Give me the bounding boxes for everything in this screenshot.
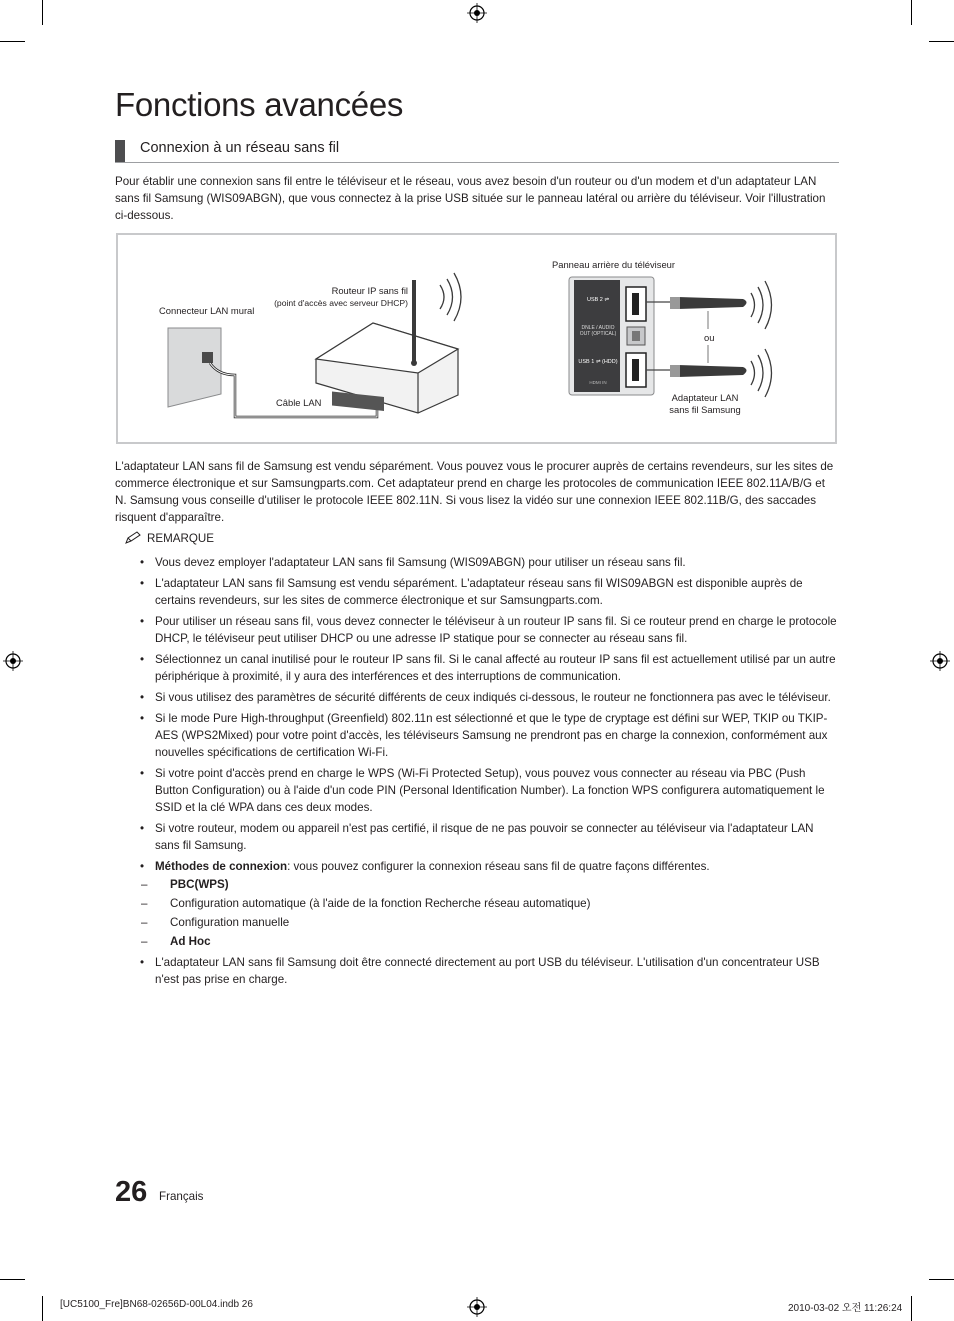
method-adhoc: Ad Hoc [170,935,211,948]
page-number: 26 [115,1176,148,1208]
section-marker [115,140,125,162]
wall-lan-jack [202,352,213,363]
section-divider [115,162,839,163]
list-item: • Pour utiliser un réseau sans fil, vous devez connecter le téléviseur à un routeur IP sans fil. Si ce routeur prend en charge le protocole DHCP, le téléviseur peut utiliser DHCP ou une adresse IP statique pour se connecter au réseau sans fil. [140,613,840,647]
method-item: – Configuration manuelle [141,914,840,931]
intro-paragraph: Pour établir une connexion sans fil entre le téléviseur et le réseau, vous avez besoin d'un routeur ou d'un modem et d'un adaptateur LAN sans fil Samsung (WIS09ABGN), que vous connectez à la prise USB située sur le panneau latéral ou arrière du téléviseur. Voir l'illustration ci-dessous. [115,175,826,222]
list-item: • Si le mode Pure High-throughput (Greenfield) 802.11n est sélectionné et que le type de cryptage est défini sur WEP, TKIP ou TKIP-AES (WPS2Mixed) pour votre point d'accès, les téléviseurs Samsung ne prendront pas en charge la connexion, conformément aux nouvelles spécifications de certification Wi-Fi. [140,710,840,761]
crop-mark [929,1279,954,1280]
router-label [268,285,408,309]
connection-illustration [116,233,837,444]
note-list [140,554,840,992]
note-heading [124,531,214,545]
optical-port-label: DNLE / AUDIO OUT (OPTICAL) [579,325,617,337]
method-item [141,876,840,893]
registration-mark-icon [930,651,950,671]
list-item: • L'adaptateur LAN sans fil Samsung est vendu séparément. L'adaptateur réseau sans fil WIS09ABGN est disponible auprès de certains revendeurs, sur les sites de commerce électronique et sur Samsungparts.com. [140,575,840,609]
adapter-paragraph: L'adaptateur LAN sans fil de Samsung est vendu séparément. Vous pouvez vous le procurer auprès de certains revendeurs, sur les sites de commerce électronique et sur Samsungparts.com. Cet adaptateur prend en charge les protocoles de communication IEEE 802.11A/B/G et N. Samsung vous conseille d'utiliser le protocole IEEE 802.11N. Si vous lisez la vidéo sur une connexion IEEE 802.11B/G, des saccades risquent d'apparaître. [115,460,834,524]
method-item [141,933,840,950]
tv-panel-label: Panneau arrière du téléviseur [552,259,675,270]
list-item: • L'adaptateur LAN sans fil Samsung doit être connecté directement au port USB du téléviseur. L'utilisation d'un concentrateur USB n'est pas prise en charge. [140,954,840,988]
registration-mark-icon [467,1297,487,1317]
print-slug-left: [UC5100_Fre]BN68-02656D-00L04.indb 26 [60,1299,253,1310]
crop-mark [42,0,43,25]
registration-mark-icon [3,651,23,671]
crop-mark [0,1279,25,1280]
wifi-adapter-bottom [678,365,747,377]
router-label-line1: Routeur IP sans fil [331,285,408,296]
crop-mark [0,41,25,42]
registration-mark-icon [467,3,487,23]
wifi-adapter-top [678,297,747,309]
adapter-label-line1: Adaptateur LAN [671,392,739,403]
adapter-label [658,392,752,416]
page-title: Fonctions avancées [115,86,404,123]
crop-mark [911,0,912,25]
page-language: Français [159,1190,204,1203]
list-item: • Si votre routeur, modem ou appareil n'est pas certifié, il risque de ne pas pouvoir se connecter au téléviseur via l'adaptateur LAN sans fil Samsung. [140,820,840,854]
or-label: ou [704,332,715,343]
usb2-port-label: USB 2 ⇌ [586,297,610,303]
usb1-port-label: USB 1 ⇌ (HDD) [578,359,618,365]
cable-label: Câble LAN [276,397,322,408]
hdmi-port-label: HDMI IN [589,380,607,385]
print-slug-right: 2010-03-02 오전 11:26:24 [788,1303,903,1314]
crop-mark [42,1296,43,1321]
method-item: – Configuration automatique (à l'aide de la fonction Recherche réseau automatique) [141,895,840,912]
crop-mark [929,41,954,42]
list-item: • Si vous utilisez des paramètres de sécurité différents de ceux indiqués ci-dessous, le routeur ne fonctionnera pas avec le téléviseur. [140,689,840,706]
methods-sublist [141,876,840,950]
wifi-waves-icon [440,285,444,309]
router-label-line2: (point d'accès avec serveur DHCP) [274,298,408,308]
adapter-label-line2: sans fil Samsung [669,404,741,415]
methods-text: : vous pouvez configurer la connexion réseau sans fil de quatre façons différentes. [287,860,710,873]
list-item: • Vous devez employer l'adaptateur LAN sans fil Samsung (WIS09ABGN) pour utiliser un réseau sans fil. [140,554,840,571]
crop-mark [911,1296,912,1321]
methods-bold-label: Méthodes de connexion [155,860,288,873]
section-title: Connexion à un réseau sans fil [140,140,340,156]
wifi-waves-icon [751,293,755,317]
method-pbc: PBC(WPS) [170,878,229,891]
note-heading-text: REMARQUE [147,531,214,545]
wifi-waves-icon [751,361,755,385]
pencil-note-icon [124,531,142,545]
list-item-methods [140,858,840,950]
wall-connector-label: Connecteur LAN mural [159,305,255,316]
list-item: • Si votre point d'accès prend en charge le WPS (Wi-Fi Protected Setup), vous pouvez vous connecter au réseau via PBC (Push Button Configuration) ou à l'aide d'un code PIN (Personal Identification Number). La fonction WPS configurera automatiquement le SSID et la clé WPA dans ces deux modes. [140,765,840,816]
list-item: • Sélectionnez un canal inutilisé pour le routeur IP sans fil. Si le canal affecté au routeur IP sans fil est actuellement utilisé par un autre périphérique à proximité, il y aura des interférences et des interruptions de communication. [140,651,840,685]
